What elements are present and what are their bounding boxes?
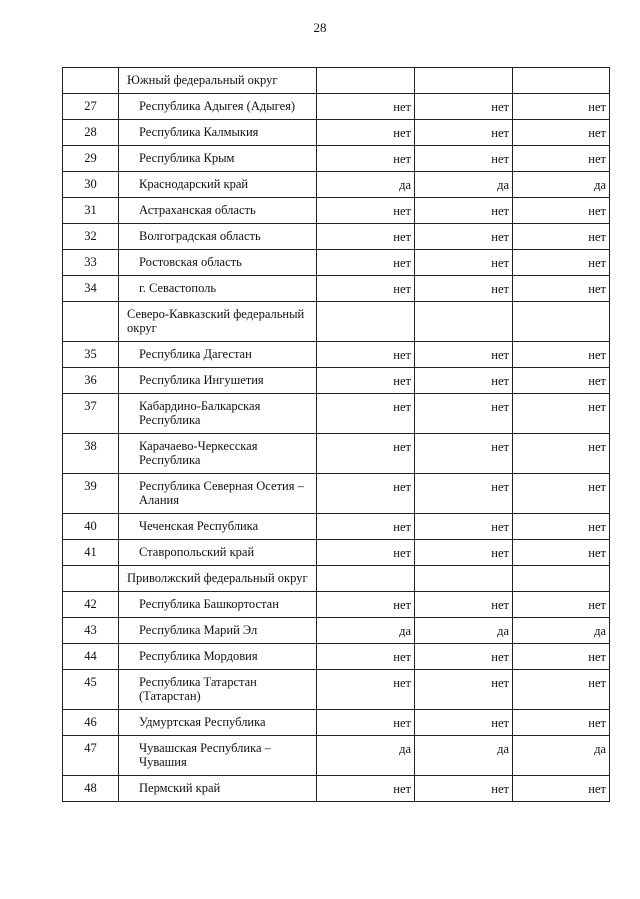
row-number-cell: 45: [63, 670, 119, 710]
value-cell-1: нет: [317, 644, 415, 670]
region-name-cell: Кабардино-Балкарская Республика: [119, 394, 317, 434]
value-cell-1: нет: [317, 592, 415, 618]
value-cell-3: нет: [513, 250, 610, 276]
value-cell-2: да: [415, 736, 513, 776]
value-cell-2: да: [415, 172, 513, 198]
row-number-cell: 41: [63, 540, 119, 566]
regions-table: [62, 67, 610, 802]
value-cell-1: нет: [317, 394, 415, 434]
row-number-cell: 43: [63, 618, 119, 644]
value-cell-3: да: [513, 736, 610, 776]
table-row: [63, 342, 610, 368]
value-cell-1: [317, 302, 415, 342]
row-number-cell: 32: [63, 224, 119, 250]
value-cell-3: да: [513, 172, 610, 198]
value-cell-3: нет: [513, 94, 610, 120]
value-cell-2: нет: [415, 644, 513, 670]
value-cell-3: да: [513, 618, 610, 644]
table-row: [63, 250, 610, 276]
value-cell-2: [415, 68, 513, 94]
row-number-cell: 34: [63, 276, 119, 302]
row-number-cell: 39: [63, 474, 119, 514]
region-name-cell: Республика Дагестан: [119, 342, 317, 368]
district-name-cell: Южный федеральный округ: [119, 68, 317, 94]
value-cell-3: нет: [513, 710, 610, 736]
table-row: [63, 198, 610, 224]
region-name-cell: Республика Татарстан (Татарстан): [119, 670, 317, 710]
table-row: [63, 94, 610, 120]
value-cell-1: нет: [317, 434, 415, 474]
table-row: [63, 514, 610, 540]
row-number-cell: 37: [63, 394, 119, 434]
regions-table-body: [63, 68, 610, 802]
table-row: [63, 592, 610, 618]
region-name-cell: Чувашская Республика – Чувашия: [119, 736, 317, 776]
district-header-row: [63, 302, 610, 342]
value-cell-1: нет: [317, 198, 415, 224]
value-cell-3: нет: [513, 592, 610, 618]
row-number-cell: 35: [63, 342, 119, 368]
value-cell-1: [317, 566, 415, 592]
value-cell-3: нет: [513, 670, 610, 710]
value-cell-2: нет: [415, 474, 513, 514]
value-cell-3: нет: [513, 146, 610, 172]
value-cell-3: нет: [513, 540, 610, 566]
region-name-cell: Краснодарский край: [119, 172, 317, 198]
row-number-cell: [63, 566, 119, 592]
district-name-cell: Северо-Кавказский федеральный округ: [119, 302, 317, 342]
value-cell-3: нет: [513, 224, 610, 250]
value-cell-2: нет: [415, 710, 513, 736]
value-cell-2: нет: [415, 540, 513, 566]
table-row: [63, 120, 610, 146]
value-cell-2: нет: [415, 276, 513, 302]
region-name-cell: Ставропольский край: [119, 540, 317, 566]
value-cell-3: нет: [513, 514, 610, 540]
row-number-cell: 28: [63, 120, 119, 146]
region-name-cell: Республика Калмыкия: [119, 120, 317, 146]
row-number-cell: 48: [63, 776, 119, 802]
region-name-cell: Карачаево-Черкесская Республика: [119, 434, 317, 474]
region-name-cell: Республика Крым: [119, 146, 317, 172]
region-name-cell: Республика Адыгея (Адыгея): [119, 94, 317, 120]
value-cell-3: нет: [513, 474, 610, 514]
value-cell-3: нет: [513, 644, 610, 670]
value-cell-1: нет: [317, 224, 415, 250]
table-row: [63, 644, 610, 670]
region-name-cell: Астраханская область: [119, 198, 317, 224]
value-cell-1: нет: [317, 146, 415, 172]
value-cell-3: нет: [513, 368, 610, 394]
value-cell-3: нет: [513, 434, 610, 474]
value-cell-1: нет: [317, 670, 415, 710]
value-cell-2: нет: [415, 120, 513, 146]
value-cell-2: нет: [415, 776, 513, 802]
row-number-cell: 29: [63, 146, 119, 172]
value-cell-1: нет: [317, 474, 415, 514]
value-cell-2: нет: [415, 394, 513, 434]
value-cell-3: нет: [513, 198, 610, 224]
value-cell-1: нет: [317, 540, 415, 566]
value-cell-1: [317, 68, 415, 94]
value-cell-3: нет: [513, 120, 610, 146]
row-number-cell: 44: [63, 644, 119, 670]
row-number-cell: 27: [63, 94, 119, 120]
value-cell-3: [513, 68, 610, 94]
value-cell-3: нет: [513, 394, 610, 434]
value-cell-2: [415, 566, 513, 592]
region-name-cell: г. Севастополь: [119, 276, 317, 302]
page-number: 28: [313, 20, 327, 35]
table-row: [63, 434, 610, 474]
row-number-cell: 36: [63, 368, 119, 394]
region-name-cell: Республика Ингушетия: [119, 368, 317, 394]
value-cell-1: нет: [317, 514, 415, 540]
value-cell-1: нет: [317, 342, 415, 368]
row-number-cell: 31: [63, 198, 119, 224]
district-name-cell: Приволжский федеральный округ: [119, 566, 317, 592]
value-cell-2: нет: [415, 198, 513, 224]
row-number-cell: 40: [63, 514, 119, 540]
region-name-cell: Республика Северная Осетия – Алания: [119, 474, 317, 514]
row-number-cell: 47: [63, 736, 119, 776]
district-header-row: [63, 566, 610, 592]
region-name-cell: Волгоградская область: [119, 224, 317, 250]
row-number-cell: 42: [63, 592, 119, 618]
value-cell-2: нет: [415, 94, 513, 120]
value-cell-2: нет: [415, 368, 513, 394]
table-row: [63, 710, 610, 736]
table-row: [63, 474, 610, 514]
district-header-row: [63, 68, 610, 94]
row-number-cell: 33: [63, 250, 119, 276]
region-name-cell: Республика Башкортостан: [119, 592, 317, 618]
value-cell-3: нет: [513, 342, 610, 368]
region-name-cell: Республика Мордовия: [119, 644, 317, 670]
value-cell-2: нет: [415, 342, 513, 368]
value-cell-3: нет: [513, 776, 610, 802]
value-cell-1: нет: [317, 776, 415, 802]
value-cell-1: да: [317, 172, 415, 198]
value-cell-1: да: [317, 736, 415, 776]
table-row: [63, 736, 610, 776]
row-number-cell: 46: [63, 710, 119, 736]
value-cell-2: нет: [415, 670, 513, 710]
table-row: [63, 394, 610, 434]
table-row: [63, 776, 610, 802]
table-row: [63, 276, 610, 302]
value-cell-2: нет: [415, 224, 513, 250]
value-cell-2: нет: [415, 250, 513, 276]
row-number-cell: 30: [63, 172, 119, 198]
table-row: [63, 368, 610, 394]
value-cell-3: [513, 566, 610, 592]
table-row: [63, 670, 610, 710]
table-row: [63, 618, 610, 644]
value-cell-3: [513, 302, 610, 342]
region-name-cell: Пермский край: [119, 776, 317, 802]
value-cell-3: нет: [513, 276, 610, 302]
value-cell-1: да: [317, 618, 415, 644]
value-cell-2: да: [415, 618, 513, 644]
region-name-cell: Удмуртская Республика: [119, 710, 317, 736]
value-cell-1: нет: [317, 94, 415, 120]
row-number-cell: [63, 68, 119, 94]
region-name-cell: Чеченская Республика: [119, 514, 317, 540]
value-cell-1: нет: [317, 250, 415, 276]
value-cell-2: нет: [415, 146, 513, 172]
value-cell-2: нет: [415, 592, 513, 618]
value-cell-2: [415, 302, 513, 342]
table-row: [63, 540, 610, 566]
region-name-cell: Республика Марий Эл: [119, 618, 317, 644]
value-cell-1: нет: [317, 710, 415, 736]
table-row: [63, 224, 610, 250]
value-cell-1: нет: [317, 120, 415, 146]
table-row: [63, 172, 610, 198]
value-cell-2: нет: [415, 434, 513, 474]
row-number-cell: [63, 302, 119, 342]
region-name-cell: Ростовская область: [119, 250, 317, 276]
table-row: [63, 146, 610, 172]
value-cell-2: нет: [415, 514, 513, 540]
value-cell-1: нет: [317, 276, 415, 302]
value-cell-1: нет: [317, 368, 415, 394]
row-number-cell: 38: [63, 434, 119, 474]
